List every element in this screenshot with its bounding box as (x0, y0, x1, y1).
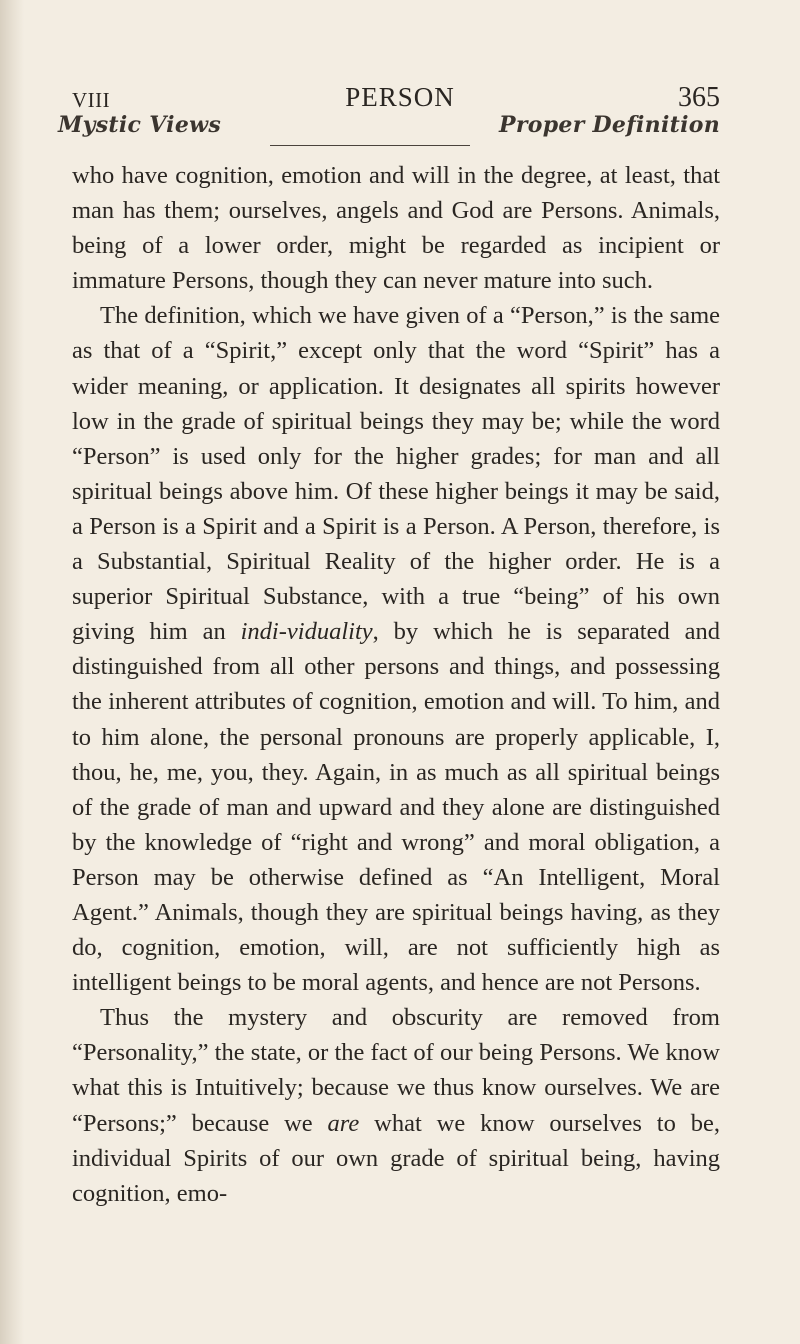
paragraph-text: who have cognition, emotion and will in the degree, at least, that man has them; ourselves, angels and God are Persons. Animals, being of a lower order, might be regarded as incipient or immature Persons, though they can never mature into such. (72, 162, 720, 295)
paragraph-2 (72, 298, 720, 1000)
paragraph-text: what we know ourselves to be, individual Spirits of our own grade of spiritual being, having cognition, emo- (72, 1109, 720, 1207)
italic-term-individuality: indi-viduality (240, 618, 373, 646)
paragraph-1 (72, 158, 720, 298)
page-number: 365 (678, 82, 720, 113)
paragraph-text: , by which he is separated and distinguished from all other persons and things, and possessing the inherent attributes of cognition, emotion and will. To him, and to him alone, the personal pronouns are properly applicable, I, thou, he, me, you, they. Again, in as much as all spiritual beings of the grade of man and upward and they alone are distinguished by the knowledge of “right and wrong” and moral obligation, a Person may be otherwise defined as “An Intelligent, Moral Agent.” Animals, though they are spiritual beings having, as they do, cognition, emotion, will, are not sufficiently high as intelligent beings to be moral agents, and hence are not Persons. (72, 618, 720, 997)
running-title: PERSON (345, 82, 455, 112)
shoulder-note-left: Mystic Views (58, 112, 222, 138)
shoulder-note-right: Proper Definition (499, 112, 720, 138)
paragraph-3 (72, 1000, 720, 1211)
chapter-number: VIII (72, 88, 111, 112)
paragraph-text: The definition, which we have given of a “Person,” is the same as that of a “Spirit,” except only that the word “Spirit” has a wider meaning, or application. It designates all spirits however low in the grade of spiritual beings they may be; while the word “Person” is used only for the higher grades; for man and all spiritual beings above him. Of these higher beings it may be said, a Person is a Spirit and a Spirit is a Person. A Person, therefore, is a Substantial, Spiritual Reality of the higher order. He is a superior Spiritual Substance, with a true “being” of his own giving him an (72, 302, 720, 646)
italic-term-are: are (327, 1109, 360, 1137)
header-rule (270, 145, 470, 146)
paragraph-text: Thus the mystery and obscurity are removed from “Personality,” the state, or the fact of our being Persons. We know what this is Intuitively; because we thus know ourselves. We are “Persons;” because we (72, 1004, 720, 1137)
body-text (72, 158, 720, 1211)
